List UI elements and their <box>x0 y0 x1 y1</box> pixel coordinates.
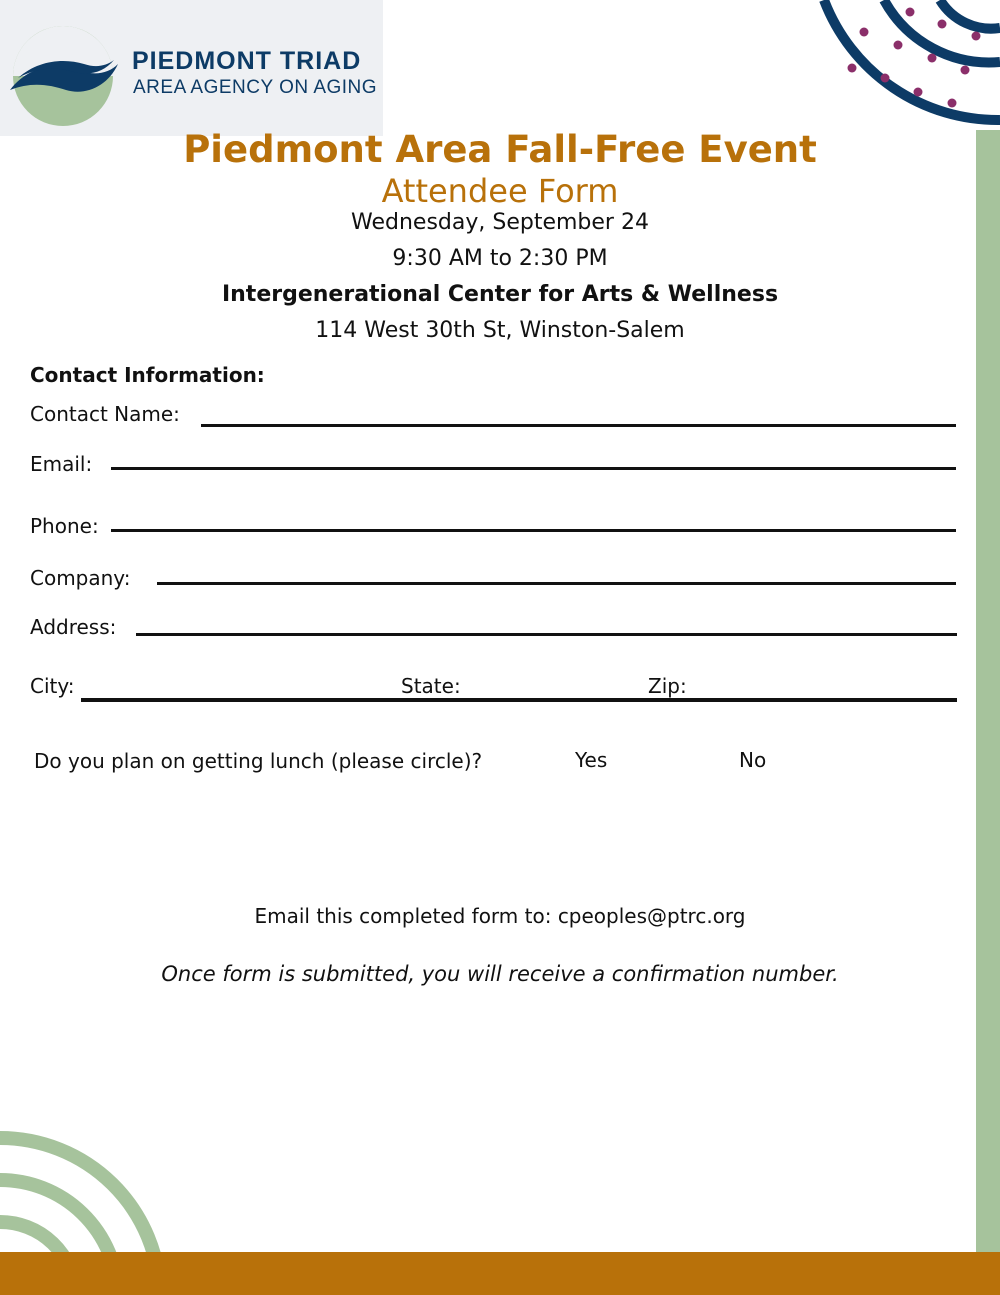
event-address: 114 West 30th St, Winston-Salem <box>315 318 685 343</box>
form-subtitle: Attendee Form <box>381 172 619 210</box>
phone-label: Phone: <box>30 514 99 538</box>
city-label: City: <box>30 674 75 698</box>
phone-line[interactable] <box>111 529 956 532</box>
company-label: Company: <box>30 566 131 590</box>
address-label: Address: <box>30 615 117 639</box>
lunch-no-option[interactable]: No <box>739 748 767 772</box>
event-time: 9:30 AM to 2:30 PM <box>392 246 608 271</box>
state-label: State: <box>401 674 461 698</box>
address-line[interactable] <box>136 633 957 636</box>
contact-name-label: Contact Name: <box>30 402 180 426</box>
wave-logo-icon <box>8 24 120 128</box>
contact-section-label: Contact Information: <box>30 363 265 387</box>
bottom-accent-bar <box>0 1252 1000 1295</box>
email-label: Email: <box>30 452 93 476</box>
lunch-yes-option[interactable]: Yes <box>575 748 608 772</box>
city-state-zip-line[interactable] <box>81 698 957 702</box>
event-date: Wednesday, September 24 <box>351 210 649 235</box>
event-venue: Intergenerational Center for Arts & Wellness <box>221 282 779 307</box>
email-line[interactable] <box>111 467 956 470</box>
event-title: Piedmont Area Fall-Free Event <box>183 128 817 171</box>
logo-title: PIEDMONT TRIAD <box>132 47 362 75</box>
lunch-question: Do you plan on getting lunch (please circle)? <box>34 749 483 773</box>
top-right-arc-decoration <box>810 0 1000 135</box>
email-instruction: Email this completed form to: cpeoples@ptrc.org <box>254 904 746 928</box>
confirmation-note: Once form is submitted, you will receive a confirmation number. <box>161 962 839 986</box>
company-line[interactable] <box>157 582 956 585</box>
logo-subtitle: AREA AGENCY ON AGING <box>133 77 378 98</box>
zip-label: Zip: <box>648 674 687 698</box>
contact-name-line[interactable] <box>201 424 956 427</box>
